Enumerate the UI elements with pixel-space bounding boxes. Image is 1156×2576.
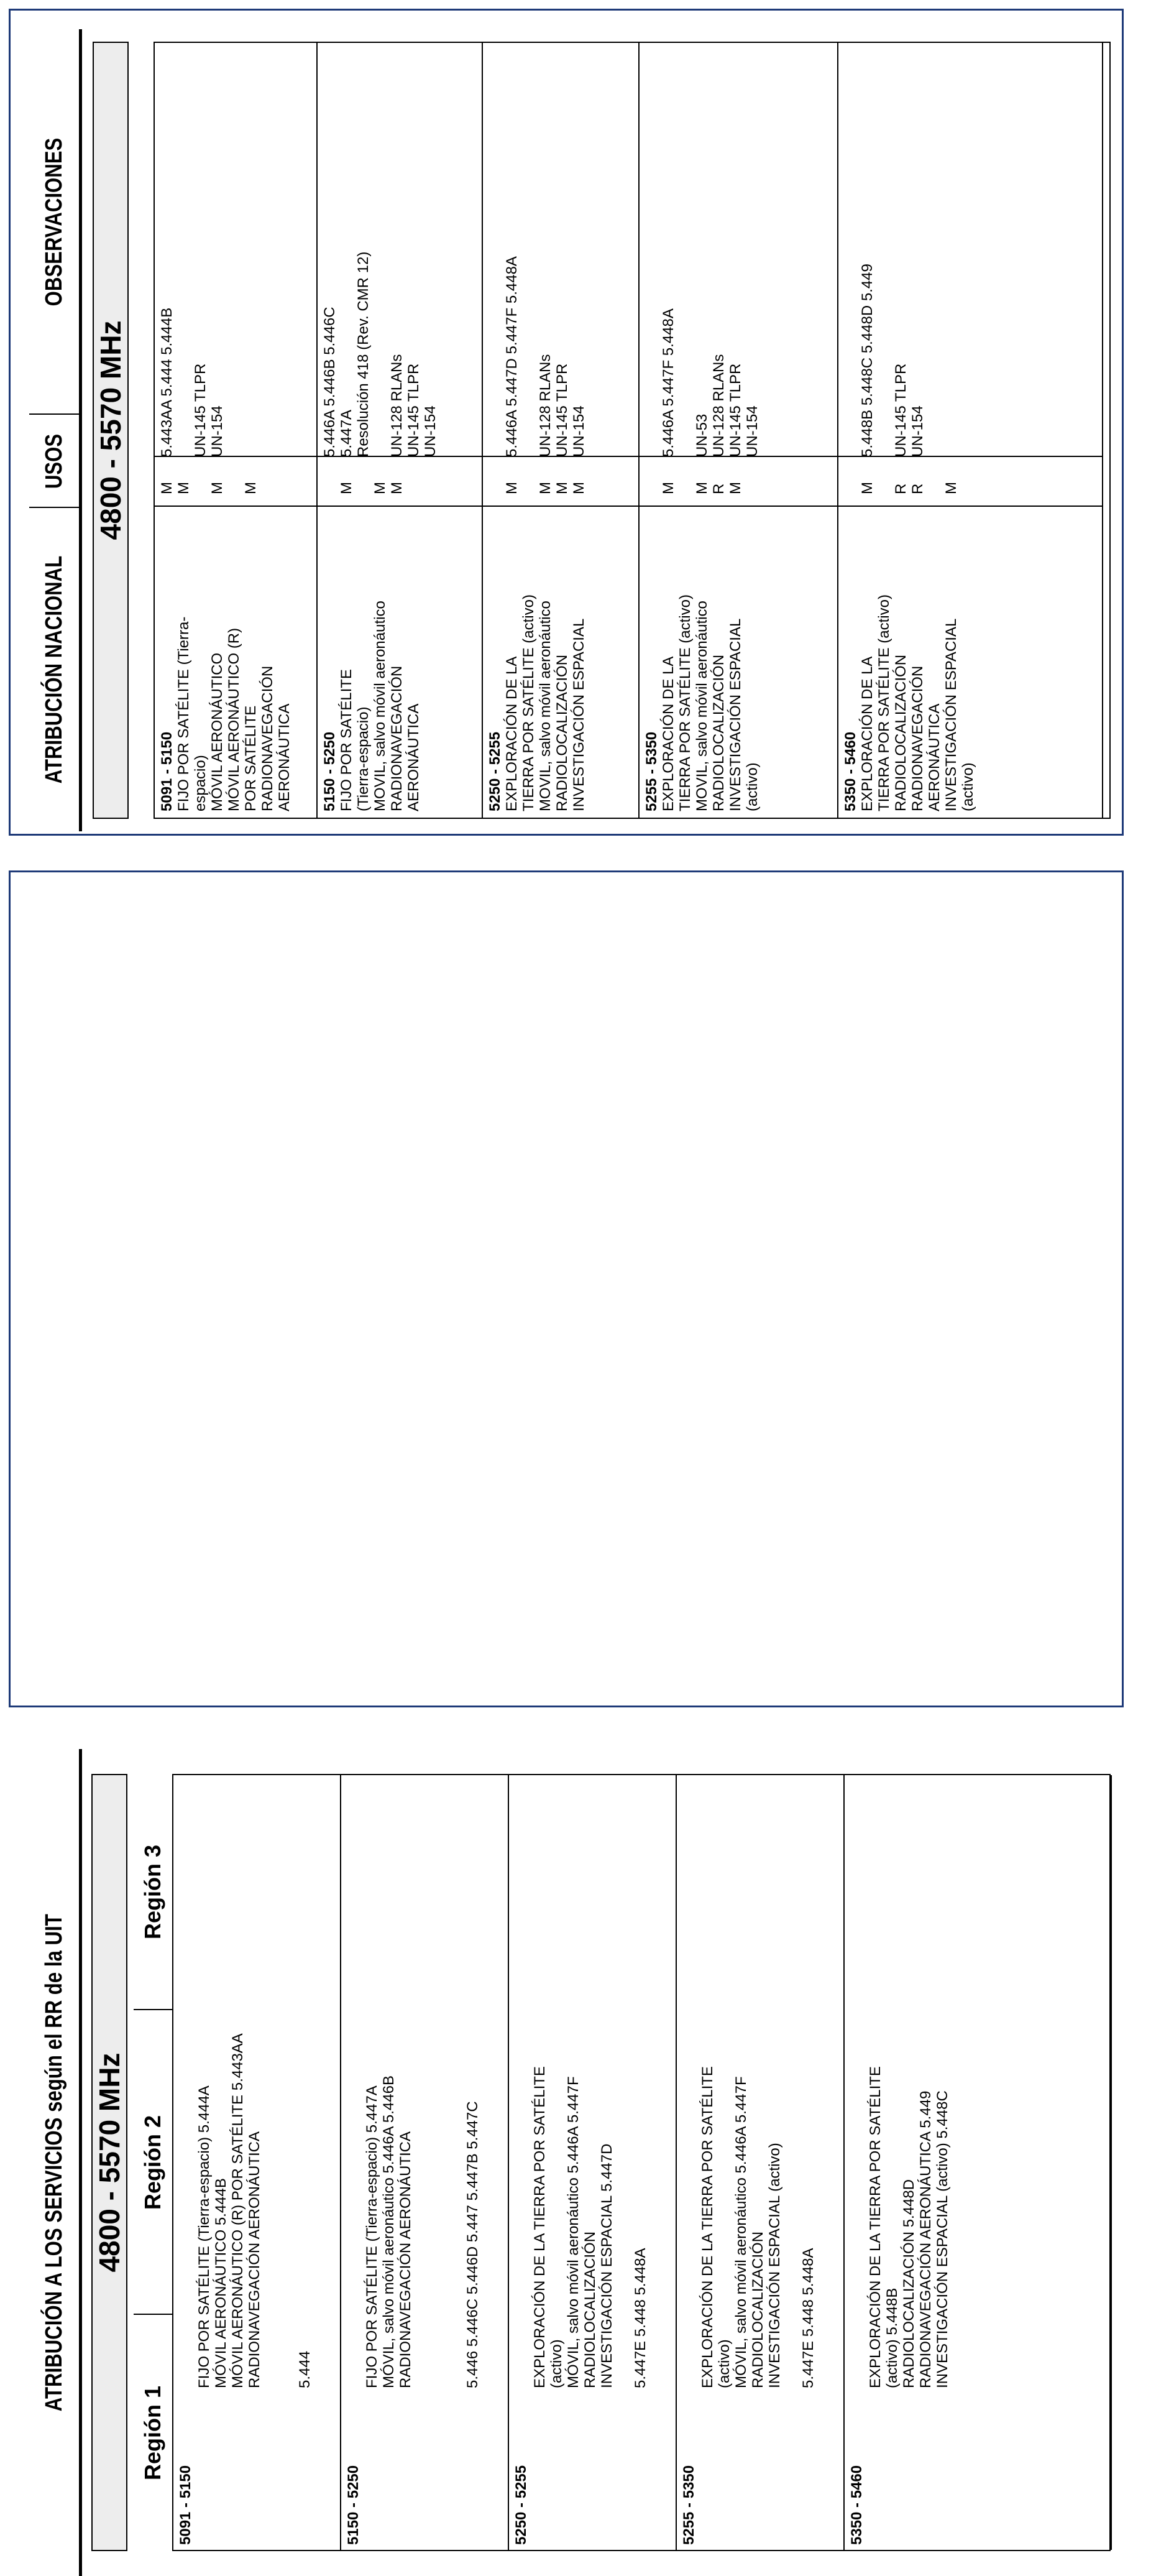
service-line: RADIOLOCALIZACIÓN <box>892 654 909 811</box>
national-uses-cell <box>158 457 259 494</box>
use-code: M <box>571 482 587 494</box>
note-line <box>372 47 388 457</box>
use-code: M <box>175 482 192 494</box>
use-code: M <box>388 482 405 494</box>
frequency-range: 5255 - 5350 <box>643 731 660 811</box>
national-services-cell <box>487 513 587 811</box>
use-code: M <box>242 482 259 494</box>
service-line: (Tierra-espacio) <box>355 706 372 811</box>
note-line: UN-128 RLANs <box>710 354 727 457</box>
use-code: M <box>727 482 744 494</box>
service-line: TIERRA POR SATÉLITE (activo) <box>520 594 537 811</box>
region-3-header: Región 3 <box>140 1845 165 1940</box>
note-line <box>876 47 892 457</box>
allocation-line: MÓVIL AERONÁUTICO (R) POR SATÉLITE 5.443AA <box>229 2033 246 2388</box>
frequency-range: 5350 - 5460 <box>842 731 859 811</box>
use-code: R <box>710 483 727 494</box>
service-line: MOVIL, salvo móvil aeronáutico <box>537 601 554 811</box>
use-code: M <box>859 482 876 494</box>
frequency-range: 5255 - 5350 <box>681 2465 697 2545</box>
frequency-range: 5150 - 5250 <box>345 2465 362 2545</box>
itu-allocation-cell <box>867 1779 951 2388</box>
national-allocation-panel <box>29 29 1123 831</box>
national-services-cell <box>158 513 293 811</box>
use-code: M <box>537 482 554 494</box>
frequency-range: 5091 - 5150 <box>177 2465 194 2545</box>
itu-row <box>509 1775 677 2550</box>
service-line: RADIONAVEGACIÓN <box>388 665 405 811</box>
note-line <box>487 47 503 457</box>
allocation-line: EXPLORACIÓN DE LA TIERRA POR SATÉLITE <box>699 2066 716 2388</box>
service-line: (activo) <box>960 762 976 811</box>
note-line: UN-154 <box>422 405 439 457</box>
use-code <box>677 457 694 494</box>
allocation-line: EXPLORACIÓN DE LA TIERRA POR SATÉLITE <box>531 2066 548 2388</box>
allocation-line: (activo) <box>716 2339 733 2388</box>
national-row <box>640 43 838 818</box>
allocation-line: FIJO POR SATÉLITE (Tierra-espacio) 5.447A <box>364 2085 380 2388</box>
note-line <box>842 47 859 457</box>
note-line: Resolución 418 (Rev. CMR 12) <box>355 251 372 457</box>
allocation-line: MÓVIL, salvo móvil aeronáutico 5.446A 5.446B <box>380 2075 397 2388</box>
service-line: AERONÁUTICA <box>405 703 422 811</box>
service-line: FIJO POR SATÉLITE (Tierra- <box>175 616 192 811</box>
allocation-line <box>263 1779 280 2388</box>
national-notes-cell <box>158 47 226 457</box>
allocation-line: RADIONAVEGACIÓN AERONÁUTICA <box>246 2131 263 2388</box>
allocation-line: RADIOLOCALIZACIÓN <box>582 2231 599 2388</box>
allocation-line: FIJO POR SATÉLITE (Tierra-espacio) 5.444A <box>196 2085 213 2388</box>
note-line: UN-145 TLPR <box>892 363 909 457</box>
note-line: UN-154 <box>909 405 926 457</box>
national-services-cell <box>842 513 976 811</box>
use-code: M <box>158 482 175 494</box>
use-code: M <box>209 482 226 494</box>
national-uses-cell <box>643 457 744 494</box>
national-notes-cell <box>487 47 587 457</box>
column-divider <box>155 506 316 507</box>
note-line: UN-154 <box>571 405 587 457</box>
itu-title: ATRIBUCIÓN A LOS SERVICIOS según el RR de la UIT <box>40 1914 67 2411</box>
national-uses-cell <box>487 457 587 494</box>
note-line: 5.446A 5.446B 5.446C <box>321 307 338 457</box>
national-header <box>29 29 82 831</box>
national-row <box>155 43 318 818</box>
use-code <box>355 457 372 494</box>
allocation-line <box>447 1779 464 2388</box>
use-code: M <box>660 482 677 494</box>
header-divider <box>29 413 79 415</box>
use-code <box>926 457 943 494</box>
use-code: M <box>943 482 960 494</box>
itu-header <box>29 1749 82 2576</box>
allocation-line: INVESTIGACIÓN ESPACIAL (activo) <box>766 2143 783 2388</box>
national-services-cell <box>321 513 422 811</box>
allocation-line: RADIONAVEGACIÓN AERONÁUTICA 5.449 <box>917 2090 934 2388</box>
use-code <box>192 457 209 494</box>
service-line: RADIOLOCALIZACIÓN <box>554 654 571 811</box>
note-line: 5.446A 5.447F 5.448A <box>660 308 677 457</box>
itu-allocation-cell <box>699 1779 817 2388</box>
header-observaciones: OBSERVACIONES <box>40 137 67 307</box>
national-notes-cell <box>842 47 926 457</box>
itu-allocation-cell <box>531 1779 649 2388</box>
service-line: MOVIL, salvo móvil aeronáutico <box>372 601 388 811</box>
service-line: espacio) <box>192 755 209 811</box>
frequency-range: 5250 - 5255 <box>487 731 503 811</box>
allocation-line <box>431 1779 447 2388</box>
service-line: AERONÁUTICA <box>276 703 293 811</box>
itu-allocation-frame <box>9 870 1124 2545</box>
use-code <box>226 457 242 494</box>
itu-band-title: 4800 - 5570 MHz <box>91 1774 127 2551</box>
allocation-line: MÓVIL, salvo móvil aeronáutico 5.446A 5.447F <box>565 2076 582 2388</box>
national-uses-cell <box>321 457 405 494</box>
service-line: TIERRA POR SATÉLITE (activo) <box>677 594 694 811</box>
note-line: 5.448B 5.448C 5.448D 5.449 <box>859 264 876 457</box>
column-divider <box>483 506 638 507</box>
allocation-line <box>280 1779 296 2388</box>
itu-row <box>341 1775 509 2550</box>
allocation-line: INVESTIGACIÓN ESPACIAL 5.447D <box>599 2143 615 2388</box>
itu-table <box>172 1774 1111 2551</box>
allocation-line: 5.447E 5.448 5.448A <box>800 2248 817 2388</box>
service-line: EXPLORACIÓN DE LA <box>503 656 520 811</box>
service-line: (activo) <box>744 762 761 811</box>
allocation-line: RADIOLOCALIZACIÓN <box>750 2231 766 2388</box>
allocation-line: RADIONAVEGACIÓN AERONÁUTICA <box>397 2131 414 2388</box>
allocation-line <box>615 1779 632 2388</box>
frequency-range: 5350 - 5460 <box>848 2465 865 2545</box>
national-services-cell <box>643 513 761 811</box>
column-divider <box>838 506 1102 507</box>
national-uses-cell <box>842 457 960 494</box>
note-line <box>677 47 694 457</box>
service-line: TIERRA POR SATÉLITE (activo) <box>876 594 892 811</box>
note-line: UN-154 <box>744 405 761 457</box>
frequency-range: 5091 - 5150 <box>158 731 175 811</box>
national-band-title: 4800 - 5570 MHz <box>93 42 129 819</box>
use-code <box>876 457 892 494</box>
service-line: MOVIL, salvo móvil aeronáutico <box>694 601 710 811</box>
national-row <box>318 43 483 818</box>
use-code <box>842 457 859 494</box>
region-headers <box>134 1774 172 2551</box>
allocation-line <box>414 1779 431 2388</box>
region-2-header: Región 2 <box>140 2115 165 2210</box>
service-line: MÓVIL AERONÁUTICO (R) <box>226 627 242 811</box>
note-line: UN-53 <box>694 413 710 457</box>
allocation-line: (activo) <box>548 2339 565 2388</box>
national-row <box>838 43 1103 818</box>
note-line: UN-145 TLPR <box>405 363 422 457</box>
itu-row <box>173 1775 341 2550</box>
note-line <box>175 47 192 457</box>
allocation-line: MÓVIL, salvo móvil aeronáutico 5.446A 5.447F <box>733 2076 750 2388</box>
allocation-line: RADIOLOCALIZACIÓN 5.448D <box>901 2179 917 2388</box>
allocation-line: 5.446 5.446C 5.446D 5.447 5.447B 5.447C <box>464 2101 481 2388</box>
service-line: RADIOLOCALIZACIÓN <box>710 654 727 811</box>
use-code: M <box>694 482 710 494</box>
use-code <box>487 457 503 494</box>
service-line: INVESTIGACIÓN ESPACIAL <box>571 618 587 811</box>
header-divider <box>29 507 79 508</box>
itu-row <box>677 1775 845 2550</box>
note-line: UN-145 TLPR <box>554 363 571 457</box>
use-code <box>643 457 660 494</box>
note-line: UN-128 RLANs <box>388 354 405 457</box>
use-code: M <box>338 482 355 494</box>
use-code: R <box>909 483 926 494</box>
service-line: AERONÁUTICA <box>926 703 943 811</box>
frequency-range: 5250 - 5255 <box>513 2465 530 2545</box>
itu-allocation-panel <box>29 1749 1123 2576</box>
national-notes-cell <box>321 47 439 457</box>
column-divider <box>640 506 837 507</box>
national-allocation-frame <box>9 9 1124 836</box>
service-line: EXPLORACIÓN DE LA <box>859 656 876 811</box>
use-code: M <box>372 482 388 494</box>
header-usos: USOS <box>40 433 67 489</box>
note-line: 5.446A 5.447D 5.447F 5.448A <box>503 256 520 457</box>
region-1-header: Región 1 <box>140 2386 165 2481</box>
service-line: RADIONAVEGACIÓN <box>909 665 926 811</box>
allocation-line: 5.444 <box>296 2350 313 2388</box>
national-notes-cell <box>643 47 761 457</box>
service-line: INVESTIGACIÓN ESPACIAL <box>727 618 744 811</box>
allocation-line: MÓVIL AERONÁUTICO 5.444B <box>213 2178 229 2388</box>
note-line: UN-145 TLPR <box>192 363 209 457</box>
frequency-range: 5150 - 5250 <box>321 731 338 811</box>
use-code <box>321 457 338 494</box>
service-line: MÓVIL AERONÁUTICO <box>209 652 226 811</box>
use-code <box>520 457 537 494</box>
note-line: 5.447A <box>338 409 355 457</box>
note-line: 5.443AA 5.444 5.444B <box>158 307 175 457</box>
service-line: RADIONAVEGACIÓN <box>259 665 276 811</box>
service-line: FIJO POR SATÉLITE <box>338 669 355 811</box>
national-table <box>154 42 1111 819</box>
allocation-line: 5.447E 5.448 5.448A <box>632 2248 649 2388</box>
use-code: M <box>554 482 571 494</box>
allocation-line <box>783 1779 800 2388</box>
allocation-line: EXPLORACIÓN DE LA TIERRA POR SATÉLITE <box>867 2066 884 2388</box>
service-line: EXPLORACIÓN DE LA <box>660 656 677 811</box>
national-row <box>483 43 640 818</box>
note-line: UN-154 <box>209 405 226 457</box>
note-line: UN-145 TLPR <box>727 363 744 457</box>
use-code: R <box>892 483 909 494</box>
allocation-line: INVESTIGACIÓN ESPACIAL (activo) 5.448C <box>934 2090 951 2388</box>
note-line <box>643 47 660 457</box>
allocation-line: (activo) 5.448B <box>884 2287 901 2388</box>
use-code: M <box>503 482 520 494</box>
service-line: POR SATÉLITE <box>242 705 259 811</box>
note-line <box>520 47 537 457</box>
itu-row <box>845 1775 1112 2550</box>
itu-allocation-cell <box>364 1779 481 2388</box>
header-atribucion-nacional: ATRIBUCIÓN NACIONAL <box>40 555 67 784</box>
note-line: UN-128 RLANs <box>537 354 554 457</box>
itu-allocation-cell <box>196 1779 313 2388</box>
service-line: INVESTIGACIÓN ESPACIAL <box>943 618 960 811</box>
column-divider <box>318 506 482 507</box>
